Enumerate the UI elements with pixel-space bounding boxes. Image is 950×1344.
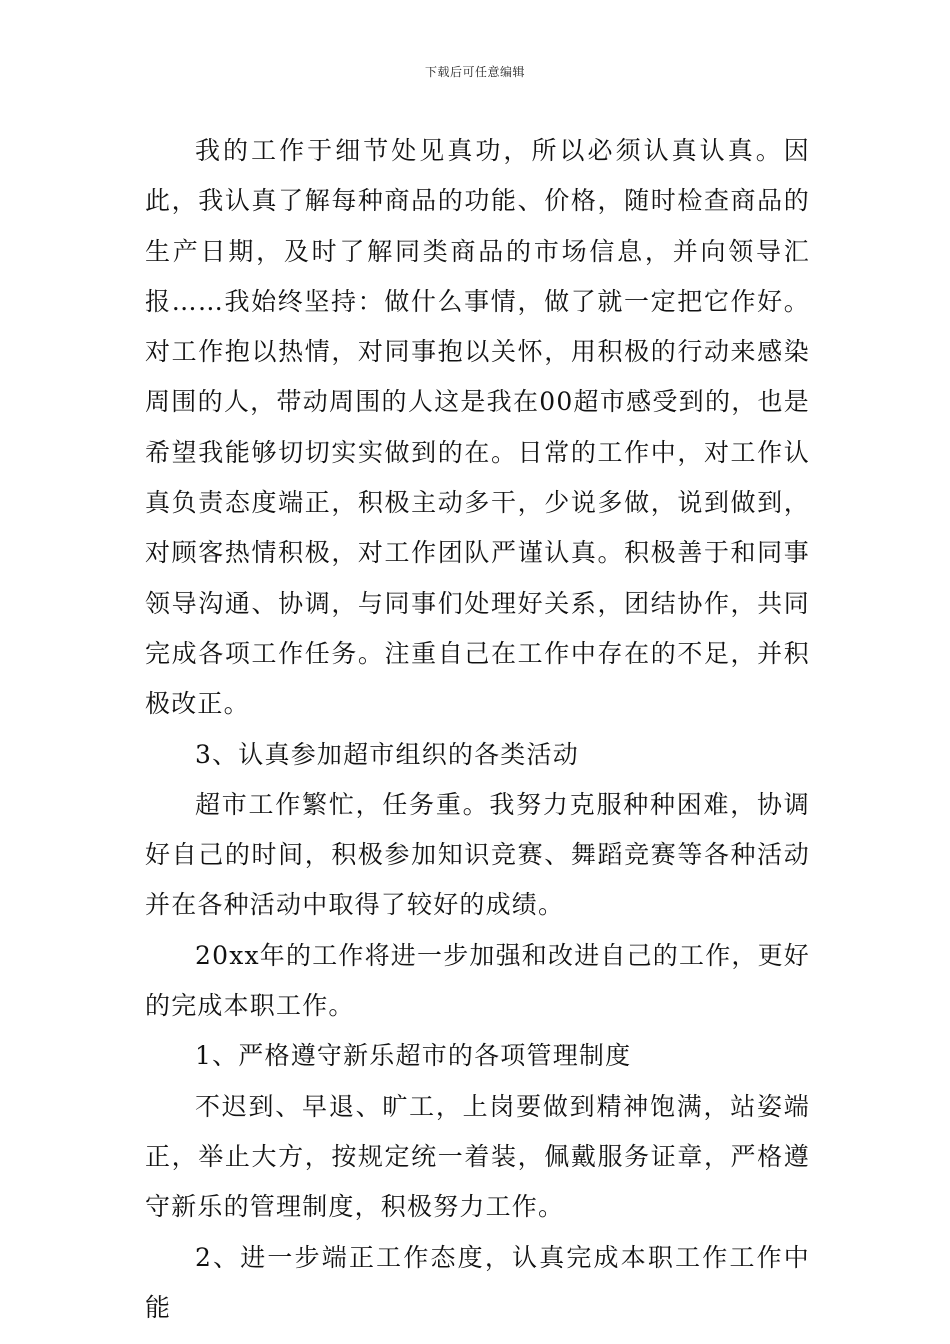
paragraph-heading-activities: 3、认真参加超市组织的各类活动 (195, 739, 579, 769)
paragraph-rules: 不迟到、早退、旷工，上岗要做到精神饱满，站姿端正，举止大方，按规定统一着装，佩戴服务证章，严格遵守新乐的管理制度，积极努力工作。 (145, 1091, 810, 1222)
document-body (145, 126, 810, 1333)
paragraph-activities: 超市工作繁忙，任务重。我努力克服种种困难，协调好自己的时间，积极参加知识竞赛、舞蹈竞赛等各种活动并在各种活动中取得了较好的成绩。 (145, 789, 810, 920)
paragraph-work-attitude: 我的工作于细节处见真功，所以必须认真认真。因此，我认真了解每种商品的功能、价格，随时检查商品的生产日期，及时了解同类商品的市场信息，并向领导汇报……我始终坚持：做什么事情，做了就一定把它作好。对工作抱以热情，对同事抱以关怀，用积极的行动来感染周围的人，带动周围的人这是我在00超市感受到的，也是希望我能够切切实实做到的在。日常的工作中，对工作认真负责态度端正，积极主动多干，少说多做，说到做到，对顾客热情积极，对工作团队严谨认真。积极善于和同事领导沟通、协调，与同事们处理好关系，团结协作，共同完成各项工作任务。注重自己在工作中存在的不足，并积极改正。 (145, 136, 810, 719)
paragraph-next-year: 20xx年的工作将进一步加强和改进自己的工作，更好的完成本职工作。 (145, 940, 811, 1021)
page-header: 下载后可任意编辑 (424, 65, 525, 79)
paragraph-heading-attitude: 2、进一步端正工作态度，认真完成本职工作工作中能 (145, 1242, 810, 1322)
paragraph-heading-rules: 1、严格遵守新乐超市的各项管理制度 (195, 1041, 632, 1071)
